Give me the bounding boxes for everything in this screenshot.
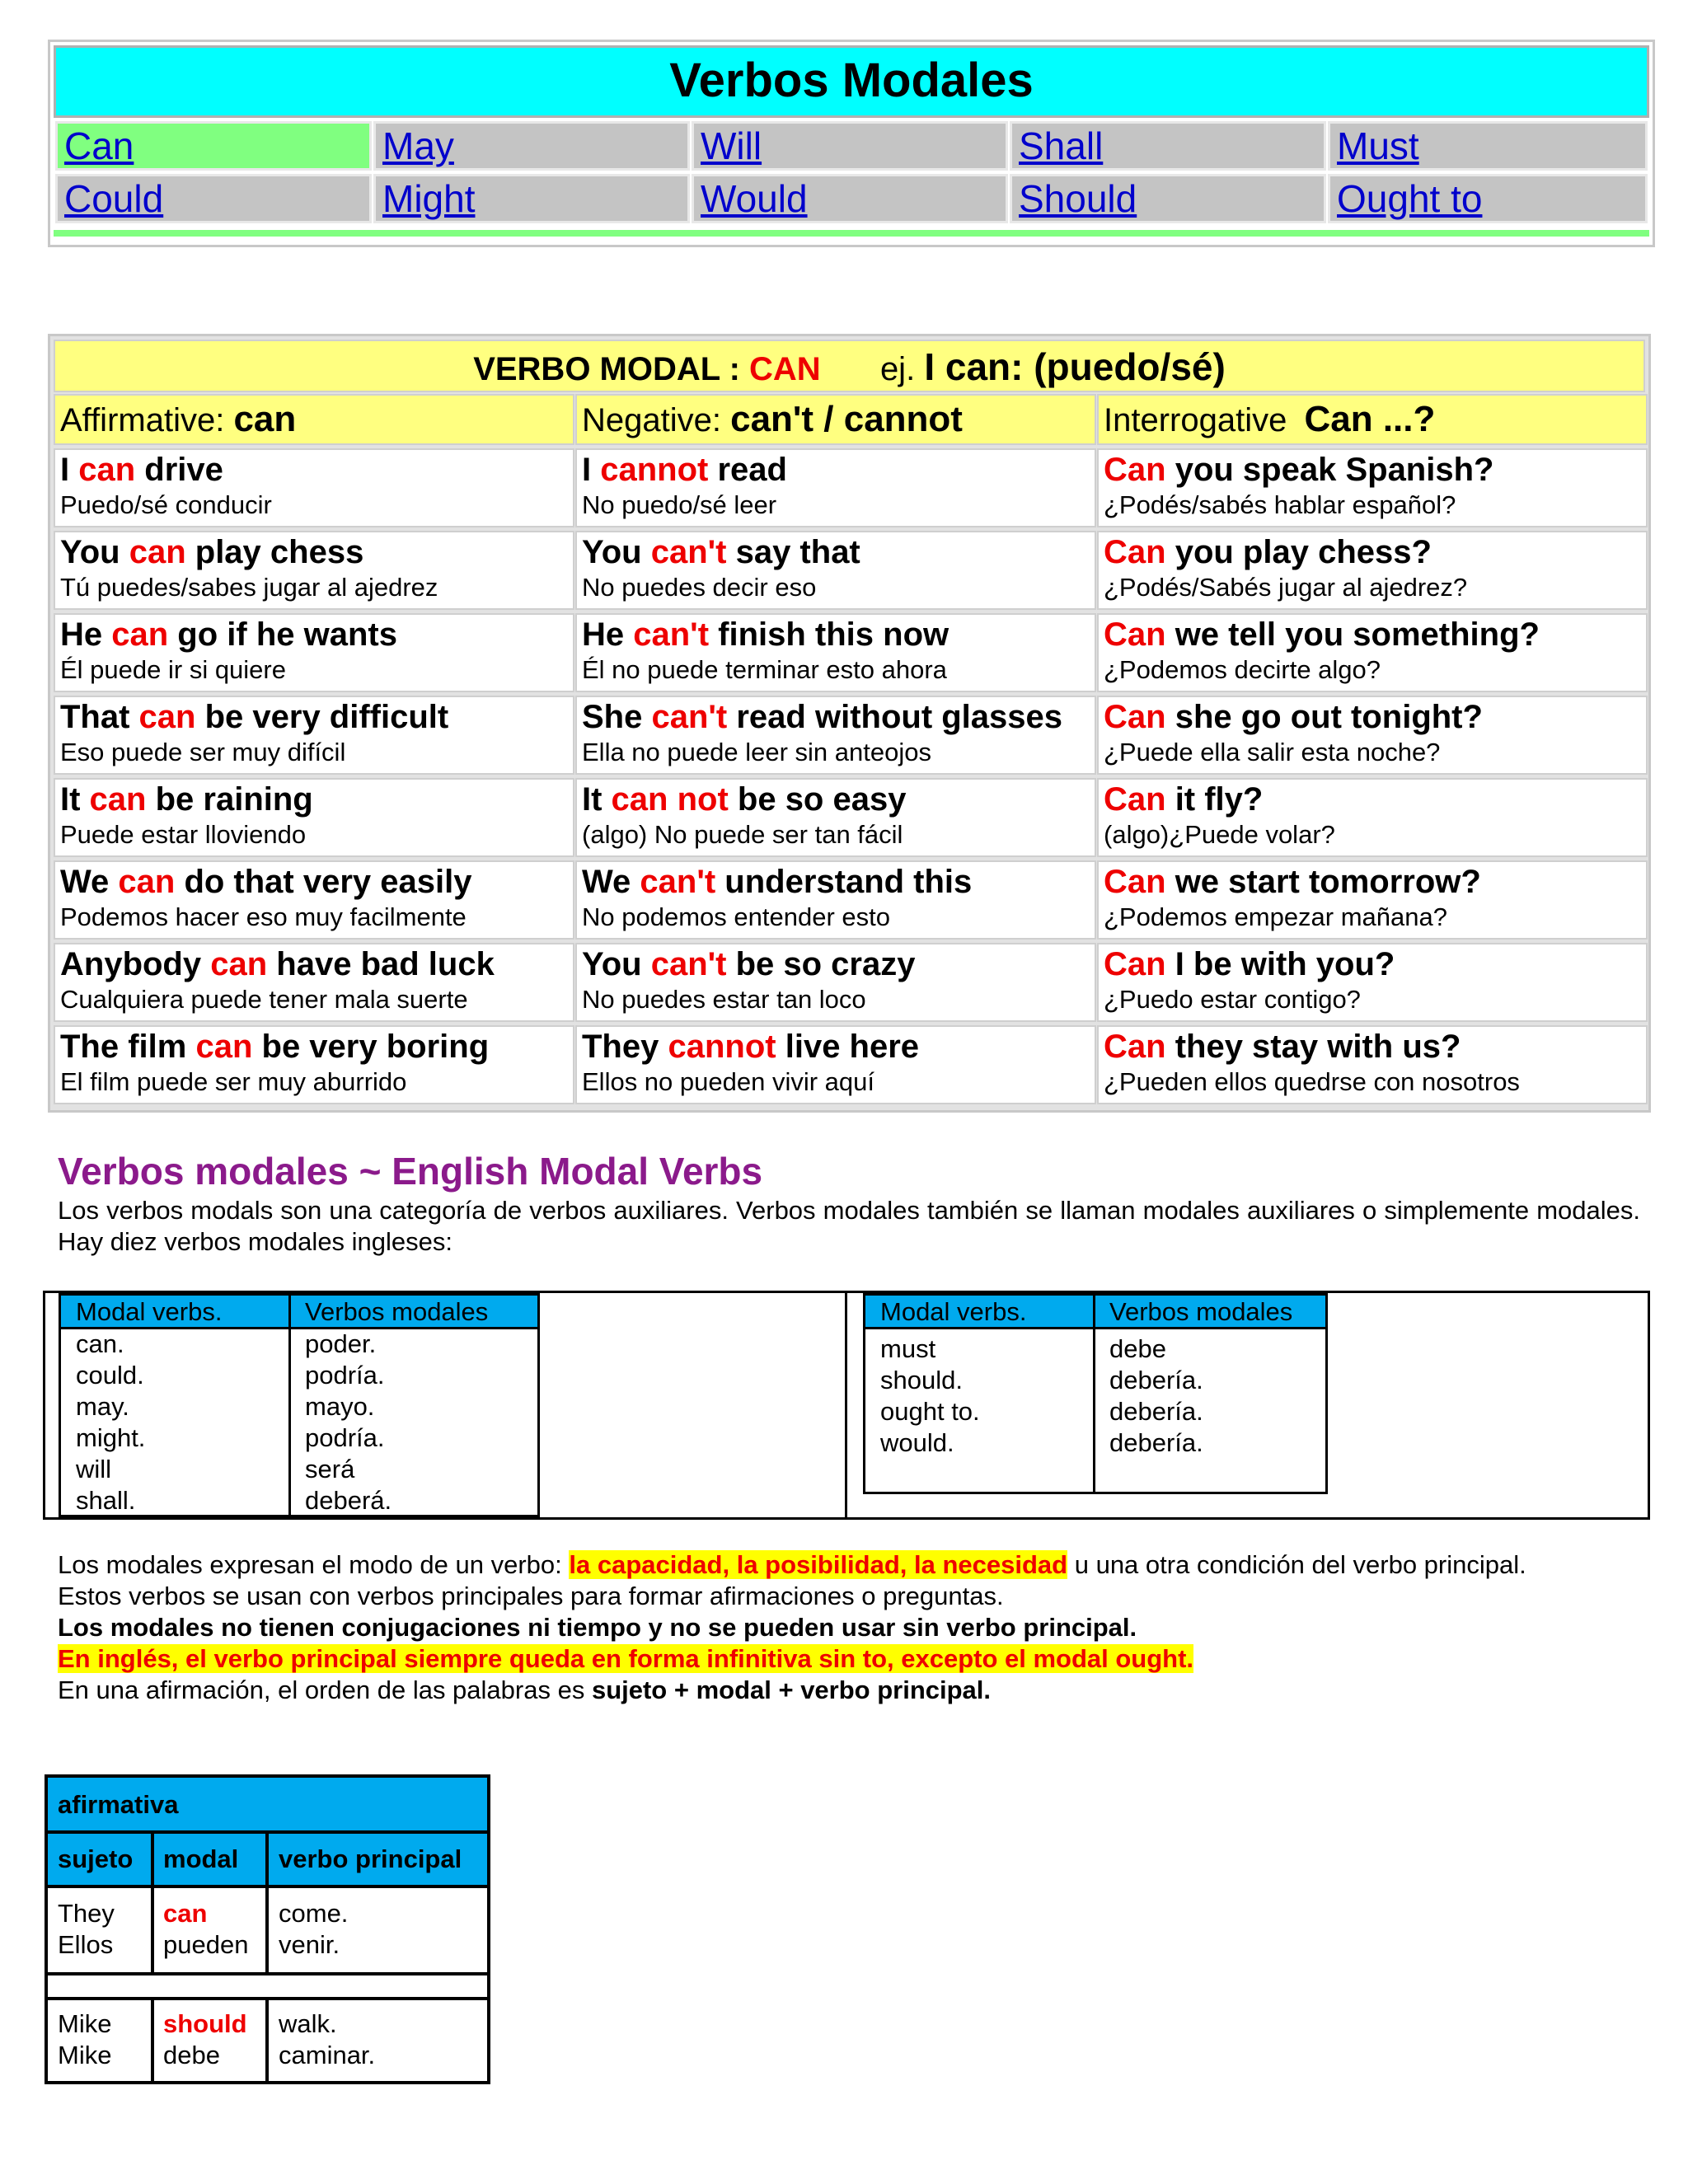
example-rest: finish this now bbox=[709, 616, 950, 653]
modal-table-right-header-2: Verbos modales bbox=[1095, 1296, 1325, 1329]
col-line bbox=[265, 1997, 269, 2081]
can-example-negative bbox=[575, 448, 1096, 527]
example-rest: be so crazy bbox=[726, 946, 916, 982]
example-spanish: Ellos no pueden vivir aquí bbox=[582, 1067, 875, 1096]
example-english bbox=[60, 862, 573, 902]
example-subject: Anybody bbox=[60, 946, 211, 982]
example-subject: We bbox=[582, 864, 640, 900]
example-rest: go if he wants bbox=[168, 616, 397, 653]
example-english bbox=[1104, 450, 1646, 490]
explain-line-4: En inglés, el verbo principal siempre queda en forma infinitiva sin to, excepto el modal ought. bbox=[58, 1644, 1194, 1673]
can-table-title: VERBO MODAL : CAN ej. I can: (puedo/sé) bbox=[54, 340, 1645, 392]
example-spanish: ¿Podemos empezar mañana? bbox=[1104, 902, 1448, 931]
explain-line-5: En una afirmación, el orden de las palabras es sujeto + modal + verbo principal. bbox=[58, 1675, 992, 1704]
can-example-negative bbox=[575, 531, 1096, 610]
explain-line-1: Los modales expresan el modo de un verbo: la capacidad, la posibilidad, la necesidad u una otra condición del verbo principal. bbox=[58, 1550, 1526, 1579]
header-sujeto: sujeto bbox=[58, 1844, 134, 1873]
example-rest: we tell you something? bbox=[1165, 616, 1540, 653]
example-spanish: ¿Pueden ellos quedrse con nosotros bbox=[1104, 1067, 1520, 1096]
example-spanish: No puedo/sé leer bbox=[582, 490, 777, 519]
afirmativa-title: afirmativa bbox=[58, 1790, 179, 1819]
modal-table-right-col-1: must should. ought to. would. bbox=[880, 1334, 980, 1457]
row1-sujeto: They Ellos bbox=[58, 1899, 115, 1959]
can-example-affirmative bbox=[54, 1025, 574, 1104]
example-modal: can't bbox=[651, 699, 728, 735]
can-example-negative bbox=[575, 1025, 1096, 1104]
can-example-interrogative bbox=[1097, 696, 1648, 775]
example-modal: can bbox=[210, 946, 268, 982]
example-spanish: No puedes estar tan loco bbox=[582, 985, 866, 1014]
example-subject: It bbox=[60, 781, 90, 818]
modal-verbs-box bbox=[43, 1291, 1650, 1520]
example-english bbox=[60, 1027, 573, 1066]
example-modal: can bbox=[138, 699, 196, 735]
example-modal: Can bbox=[1104, 452, 1166, 488]
example-english bbox=[60, 615, 573, 654]
nav-link-ought-to[interactable]: Ought to bbox=[1328, 174, 1648, 223]
example-english bbox=[60, 780, 573, 819]
nav-link-shall[interactable]: Shall bbox=[1010, 121, 1326, 171]
example-rest: do that very easily bbox=[175, 864, 472, 900]
nav-link-may[interactable]: May bbox=[373, 121, 690, 171]
example-modal: Can bbox=[1104, 1029, 1166, 1065]
example-spanish: Ella no puede leer sin anteojos bbox=[582, 738, 931, 766]
can-example-negative bbox=[575, 860, 1096, 940]
example-rest: they stay with us? bbox=[1165, 1029, 1461, 1065]
example-modal: cannot bbox=[600, 452, 709, 488]
example-rest: be very boring bbox=[252, 1029, 490, 1065]
nav-link-would[interactable]: Would bbox=[692, 174, 1008, 223]
example-english bbox=[582, 862, 1095, 902]
example-spanish: ¿Podés/Sabés jugar al ajedrez? bbox=[1104, 573, 1468, 602]
intro-paragraph: Los verbos modals son una categoría de verbos auxiliares. Verbos modales también se llaman modales auxiliares o simplemente modales. Hay diez verbos modales ingleses: bbox=[58, 1196, 1640, 1256]
example-english bbox=[582, 944, 1095, 984]
example-modal: Can bbox=[1104, 616, 1166, 653]
example-spanish: (algo)¿Puede volar? bbox=[1104, 820, 1335, 849]
example-subject: They bbox=[582, 1029, 668, 1065]
can-example-interrogative bbox=[1097, 778, 1648, 857]
example-rest: drive bbox=[135, 452, 223, 488]
modal-table-right-col-2: debe debería. debería. debería. bbox=[1109, 1334, 1203, 1457]
example-subject: It bbox=[582, 781, 612, 818]
modal-table-right-header-1: Modal verbs. bbox=[865, 1296, 1095, 1329]
example-modal: Can bbox=[1104, 781, 1166, 818]
example-rest: read without glasses bbox=[727, 699, 1063, 735]
can-example-affirmative bbox=[54, 860, 574, 940]
example-spanish: ¿Podemos decirte algo? bbox=[1104, 655, 1381, 684]
example-modal: Can bbox=[1104, 699, 1166, 735]
example-spanish: Él no puede terminar esto ahora bbox=[582, 655, 947, 684]
example-english bbox=[1104, 944, 1646, 984]
example-subject: He bbox=[582, 616, 634, 653]
example-english bbox=[60, 532, 573, 572]
example-modal: can bbox=[78, 452, 136, 488]
header-affirmative: Affirmative: can bbox=[54, 394, 574, 445]
can-example-interrogative bbox=[1097, 1025, 1648, 1104]
explain-line-3: Los modales no tienen conjugaciones ni tiempo y no se pueden usar sin verbo principal. bbox=[58, 1613, 1137, 1642]
afirmativa-table bbox=[45, 1774, 490, 2084]
col-line bbox=[265, 1830, 269, 1972]
can-example-negative bbox=[575, 613, 1096, 692]
example-spanish: No puedes decir eso bbox=[582, 573, 817, 602]
row2-verbo: walk. caminar. bbox=[279, 2009, 376, 2069]
example-rest: understand this bbox=[715, 864, 973, 900]
example-spanish: Cualquiera puede tener mala suerte bbox=[60, 985, 468, 1014]
example-spanish: ¿Puede ella salir esta noche? bbox=[1104, 738, 1441, 766]
example-rest: be so easy bbox=[728, 781, 907, 818]
example-subject: You bbox=[582, 534, 651, 570]
example-rest: she go out tonight? bbox=[1165, 699, 1483, 735]
can-example-interrogative bbox=[1097, 860, 1648, 940]
example-english bbox=[1104, 532, 1646, 572]
nav-link-will[interactable]: Will bbox=[692, 121, 1008, 171]
example-english bbox=[60, 697, 573, 737]
can-example-affirmative bbox=[54, 531, 574, 610]
example-rest: say that bbox=[726, 534, 860, 570]
row-line bbox=[48, 1972, 487, 1975]
example-spanish: ¿Podés/sabés hablar español? bbox=[1104, 490, 1456, 519]
example-modal: can not bbox=[611, 781, 729, 818]
modal-table-left-col-1: can. could. may. might. will shall. bbox=[76, 1329, 146, 1515]
page-title: Verbos Modales bbox=[54, 45, 1649, 118]
can-example-affirmative bbox=[54, 448, 574, 527]
box-divider bbox=[845, 1293, 847, 1517]
can-example-affirmative bbox=[54, 696, 574, 775]
example-rest: have bad luck bbox=[267, 946, 495, 982]
col-line bbox=[151, 1830, 154, 1972]
example-rest: live here bbox=[776, 1029, 920, 1065]
can-example-interrogative bbox=[1097, 943, 1648, 1022]
example-rest: play chess bbox=[185, 534, 364, 570]
example-rest: read bbox=[708, 452, 787, 488]
example-spanish: Puede estar lloviendo bbox=[60, 820, 307, 849]
example-spanish: ¿Puedo estar contigo? bbox=[1104, 985, 1361, 1014]
nav-link-can[interactable]: Can bbox=[55, 121, 372, 171]
example-english bbox=[1104, 615, 1646, 654]
modal-table-left bbox=[59, 1293, 540, 1517]
example-english bbox=[1104, 862, 1646, 902]
modal-table-left-header-2: Verbos modales bbox=[290, 1296, 537, 1329]
example-subject: That bbox=[60, 699, 139, 735]
example-subject: I bbox=[60, 452, 79, 488]
col-line bbox=[151, 1997, 154, 2081]
example-modal: Can bbox=[1104, 534, 1166, 570]
example-modal: can bbox=[89, 781, 147, 818]
header-verbo-principal: verbo principal bbox=[279, 1844, 462, 1873]
example-modal: can't bbox=[633, 616, 710, 653]
nav-link-might[interactable]: Might bbox=[373, 174, 690, 223]
can-table bbox=[48, 334, 1651, 1113]
example-rest: be raining bbox=[146, 781, 313, 818]
modal-table-left-header-1: Modal verbs. bbox=[61, 1296, 290, 1329]
example-subject: He bbox=[60, 616, 112, 653]
header-interrogative: Interrogative Can ...? bbox=[1097, 394, 1648, 445]
example-english bbox=[582, 450, 1095, 490]
example-rest: you play chess? bbox=[1165, 534, 1432, 570]
section-title: Verbos modales ~ English Modal Verbs bbox=[58, 1150, 763, 1193]
example-english bbox=[60, 944, 573, 984]
example-rest: be very difficult bbox=[195, 699, 449, 735]
example-english bbox=[1104, 1027, 1646, 1066]
can-example-negative bbox=[575, 696, 1096, 775]
header-line bbox=[865, 1327, 1325, 1329]
can-example-affirmative bbox=[54, 778, 574, 857]
can-example-affirmative bbox=[54, 613, 574, 692]
example-spanish: Él puede ir si quiere bbox=[60, 655, 286, 684]
example-modal: can't bbox=[640, 864, 716, 900]
explanation-text bbox=[58, 1549, 1640, 1706]
modal-table-left-col-2: poder. podría. mayo. podría. será deberá. bbox=[305, 1329, 392, 1515]
example-subject: You bbox=[60, 534, 129, 570]
example-spanish: Tú puedes/sabes jugar al ajedrez bbox=[60, 573, 438, 602]
example-english bbox=[582, 532, 1095, 572]
nav-bottom-bar bbox=[54, 230, 1649, 237]
example-english bbox=[1104, 780, 1646, 819]
can-example-negative bbox=[575, 943, 1096, 1022]
example-modal: can bbox=[111, 616, 169, 653]
row2-modal: should debe bbox=[163, 2009, 247, 2069]
example-modal: can bbox=[118, 864, 176, 900]
explain-line-2: Estos verbos se usan con verbos principales para formar afirmaciones o preguntas. bbox=[58, 1582, 1004, 1610]
can-example-interrogative bbox=[1097, 448, 1648, 527]
header-negative: Negative: can't / cannot bbox=[575, 394, 1096, 445]
example-english bbox=[582, 1027, 1095, 1066]
can-example-interrogative bbox=[1097, 613, 1648, 692]
example-spanish: El film puede ser muy aburrido bbox=[60, 1067, 407, 1096]
example-subject: I bbox=[582, 452, 601, 488]
example-modal: can bbox=[129, 534, 186, 570]
can-example-negative bbox=[575, 778, 1096, 857]
example-modal: can't bbox=[650, 946, 727, 982]
example-rest: I be with you? bbox=[1165, 946, 1395, 982]
example-english bbox=[582, 615, 1095, 654]
example-rest: we start tomorrow? bbox=[1165, 864, 1481, 900]
can-example-interrogative bbox=[1097, 531, 1648, 610]
example-subject: She bbox=[582, 699, 652, 735]
example-spanish: Eso puede ser muy difícil bbox=[60, 738, 346, 766]
example-english bbox=[582, 697, 1095, 737]
example-modal: Can bbox=[1104, 946, 1166, 982]
example-english bbox=[582, 780, 1095, 819]
example-rest: you speak Spanish? bbox=[1165, 452, 1494, 488]
row2-sujeto: Mike Mike bbox=[58, 2009, 112, 2069]
example-english bbox=[60, 450, 573, 490]
nav-link-could[interactable]: Could bbox=[55, 174, 372, 223]
row1-modal: can pueden bbox=[163, 1899, 249, 1959]
example-spanish: Podemos hacer eso muy facilmente bbox=[60, 902, 467, 931]
example-subject: You bbox=[582, 946, 651, 982]
example-spanish: Puedo/sé conducir bbox=[60, 490, 272, 519]
verb-nav-table bbox=[48, 40, 1655, 247]
can-example-affirmative bbox=[54, 943, 574, 1022]
example-modal: cannot bbox=[668, 1029, 776, 1065]
example-subject: We bbox=[60, 864, 119, 900]
example-rest: it fly? bbox=[1165, 781, 1264, 818]
example-english bbox=[1104, 697, 1646, 737]
header-modal: modal bbox=[163, 1844, 239, 1873]
example-modal: Can bbox=[1104, 864, 1166, 900]
example-modal: can bbox=[195, 1029, 253, 1065]
example-subject: The film bbox=[60, 1029, 196, 1065]
example-modal: can't bbox=[650, 534, 727, 570]
example-spanish: (algo) No puede ser tan fácil bbox=[582, 820, 903, 849]
modal-table-right bbox=[863, 1293, 1328, 1494]
example-spanish: No podemos entender esto bbox=[582, 902, 890, 931]
row1-verbo: come. venir. bbox=[279, 1899, 349, 1959]
nav-link-must[interactable]: Must bbox=[1328, 121, 1648, 171]
nav-link-should[interactable]: Should bbox=[1010, 174, 1326, 223]
